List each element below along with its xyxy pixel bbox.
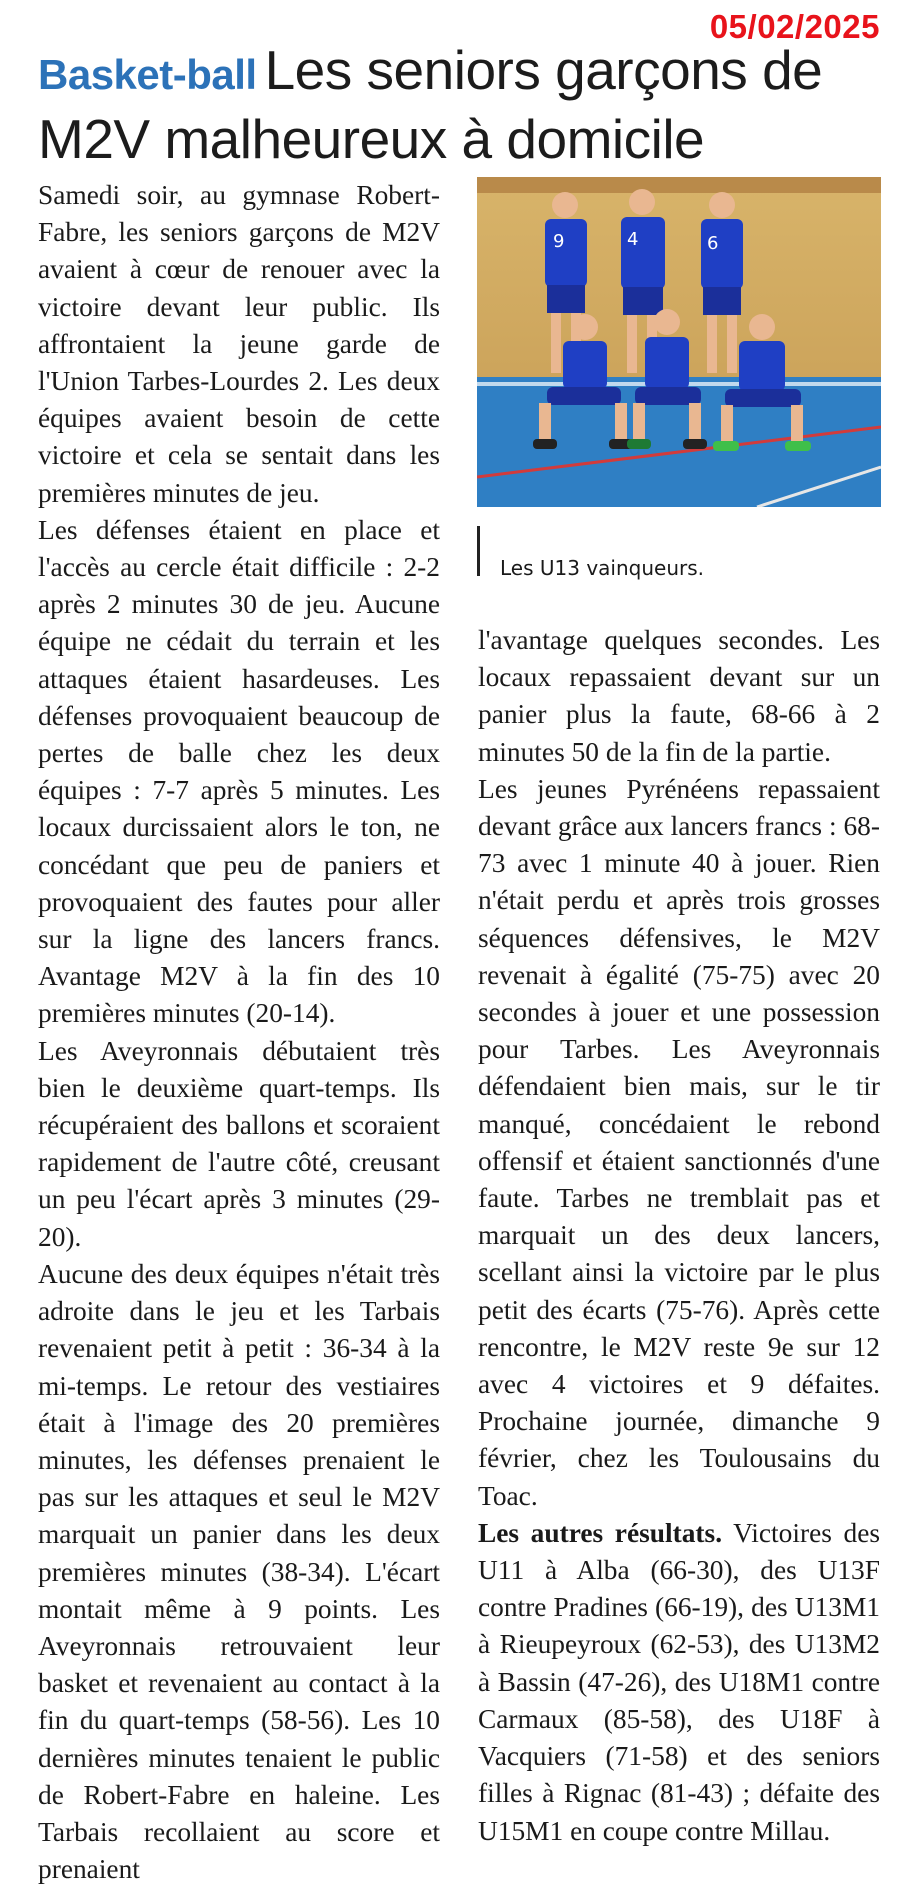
- jersey-number: 9: [553, 231, 565, 252]
- section-kicker: Basket-ball: [38, 51, 257, 98]
- article-column-2: [478, 622, 880, 1850]
- article-column-1: [38, 177, 440, 1888]
- paragraph: l'avantage quelques secondes. Les locaux repassaient devant sur un panier plus la faute, 68-66 à 2 minutes 50 de la fin de la partie.: [478, 625, 880, 767]
- results-lead: Les autres résultats.: [478, 1517, 723, 1548]
- paragraph: Samedi soir, au gymnase Robert-Fabre, les seniors garçons de M2V avaient à cœur de renouer avec la victoire devant leur public. Ils affrontaient la jeune garde de l'Union Tarbes-Lourdes 2. Les deux équipes avaient besoin de cette victoire et cela se sentait dans les premières minutes de jeu.: [38, 180, 440, 508]
- paragraph: Les jeunes Pyrénéens repassaient devant grâce aux lancers francs : 68-73 avec 1 minute 40 à jouer. Rien n'était perdu et après trois grosses séquences défensives, le M2V revenait à égalité (75-75) avec 20 secondes à jouer et une possession pour Tarbes. Les Aveyronnais défendaient bien mais, sur le tir manqué, concédaient le rebond offensif et étaient sanctionnés d'une faute. Tarbes ne tremblait pas et marquait un des deux lancers, scellant ainsi la victoire par le plus petit des écarts (75-76). Après cette rencontre, le M2V reste 9e sur 12 avec 4 victoires et 9 défaites. Prochaine journée, dimanche 9 février, chez les Toulousains du Toac.: [478, 773, 880, 1511]
- photo-caption: Les U13 vainqueurs.: [500, 556, 704, 580]
- paragraph: Les Aveyronnais débutaient très bien le deuxième quart-temps. Ils récupéraient des ballons et scoraient rapidement de l'autre côté, creusant un peu l'écart après 3 minutes (29-20).: [38, 1035, 440, 1252]
- paragraph: Les défenses étaient en place et l'accès au cercle était difficile : 2-2 après 2 minutes 30 de jeu. Aucune équipe ne cédait du terrain et les attaques étaient hasardeuses. Les défenses provoquaient beaucoup de pertes de balle chez les deux équipes : 7-7 après 5 minutes. Les locaux durcissaient alors le ton, ne concédant que peu de paniers et provoquaient des fautes pour aller sur la ligne des lancers francs. Avantage M2V à la fin des 10 premières minutes (20-14).: [38, 514, 440, 1029]
- paragraph: Aucune des deux équipes n'était très adroite dans le jeu et les Tarbais revenaient petit à petit : 36-34 à la mi-temps. Le retour des vestiaires était à l'image des 20 premières minutes, les défenses prenaient le pas sur les attaques et seul le M2V marquait un panier dans les deux premières minutes (38-34). L'écart montait même à 9 points. Les Aveyronnais retrouvaient leur basket et revenaient au contact à la fin du quart-temps (58-56). Les 10 dernières minutes tenaient le public de Robert-Fabre en haleine. Les Tarbais recollaient au score et prenaient: [38, 1258, 440, 1885]
- results-text: Victoires des U11 à Alba (66-30), des U13F contre Pradines (66-19), des U13M1 à Rieupeyroux (62-53), des U13M2 à Bassin (47-26), des U18M1 contre Carmaux (85-58), des U18F à Vacquiers (71-58) et des seniors filles à Rignac (81-43) ; défaite des U15M1 en coupe contre Millau.: [478, 1517, 881, 1846]
- results-paragraph: [478, 1515, 880, 1850]
- caption-rule: [477, 526, 480, 576]
- headline-title: Les seniors garçons de M2V malheureux à domicile: [38, 39, 823, 170]
- jersey-number: 6: [707, 233, 719, 254]
- jersey-number: 4: [627, 229, 639, 250]
- article-headline: [38, 38, 888, 171]
- team-photo: [477, 177, 881, 507]
- publication-date: 05/02/2025: [709, 8, 880, 45]
